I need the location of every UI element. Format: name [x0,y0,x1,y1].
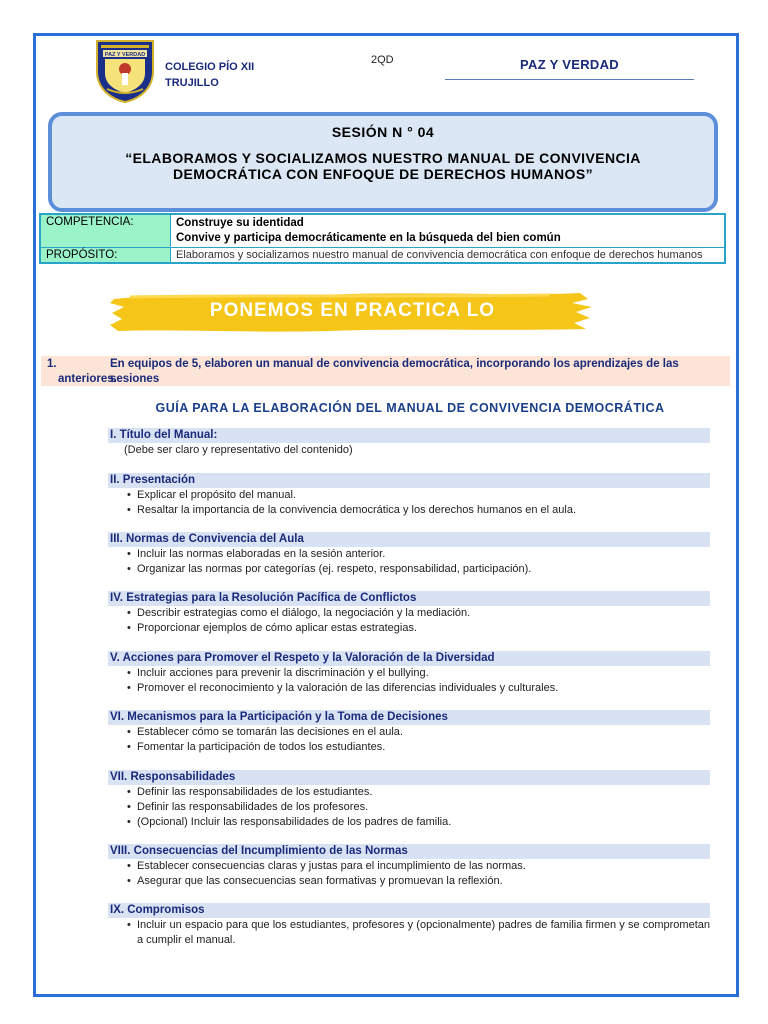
list-item-text: Establecer consecuencias claras y justas para el incumplimiento de las normas. [137,860,526,872]
list-item-text: Asegurar que las consecuencias sean formativas y promuevan la reflexión. [137,875,503,887]
bullet: • [127,622,131,634]
school-name-line2: TRUJILLO [165,77,219,89]
guide-section-commitments [108,903,710,948]
purpose-row [40,248,725,264]
activity-instruction [41,356,730,386]
list-item-text: Incluir un espacio para que los estudiantes, profesores y (opcionalmente) padres de familia firmen y se comprometan a cumplir el manual. [137,919,710,946]
session-number: SESIÓN N ° 04 [331,124,435,140]
list-item-text: Describir estrategias como el diálogo, la negociación y la mediación. [137,607,471,619]
list-item [108,859,710,874]
list-item-text: Incluir las normas elaboradas en la sesión anterior. [137,548,386,560]
list-item-text: Definir las responsabilidades de los profesores. [137,801,369,813]
guide-section-participation [108,710,710,755]
list-item-text: Explicar el propósito del manual. [137,489,296,501]
section-heading: VIII. Consecuencias del Incumplimiento de las Normas [108,844,710,859]
school-name-line1: COLEGIO PÍO XII [165,61,255,73]
list-item [108,503,710,518]
purpose-text: Elaboramos y socializamos nuestro manual de convivencia democrática con enfoque de derechos humanos [171,248,726,264]
section-note: (Debe ser claro y representativo del contenido) [124,444,353,456]
activity-number: 1. [47,358,57,370]
bullet: • [127,741,131,753]
list-item-text: Establecer cómo se tomarán las decisiones en el aula. [137,726,403,738]
list-item [108,562,710,577]
bullet: • [127,563,131,575]
guide-section-responsibilities [108,770,710,830]
list-item-text: (Opcional) Incluir las responsabilidades de los padres de familia. [137,816,452,828]
crest-motto-text: PAZ Y VERDAD [104,52,146,58]
session-title-box [48,112,718,212]
competency-line2: Convive y participa democráticamente en la búsqueda del bien común [176,232,561,244]
guide-title: GUÍA PARA LA ELABORACIÓN DEL MANUAL DE CONVIVENCIA DEMOCRÁTICA [155,401,665,415]
guide-section-diversity [108,651,710,696]
session-title: “ELABORAMOS Y SOCIALIZAMOS NUESTRO MANUAL DE CONVIVENCIA DEMOCRÁTICA CON ENFOQUE DE DERECHOS HUMANOS” [125,150,641,182]
section-heading: IV. Estrategias para la Resolución Pacífica de Conflictos [108,591,710,606]
activity-text-line1: En equipos de 5, elaboren un manual de convivencia democrática, incorporando los aprendizajes de las sesiones [110,358,679,385]
practice-banner-text: PONEMOS EN PRACTICA LO [209,300,496,321]
school-motto: PAZ Y VERDAD [520,57,619,72]
bullet: • [127,504,131,516]
document-code: 2QD [371,54,394,66]
competency-row [40,214,725,248]
bullet: • [127,875,131,887]
guide-section-consequences [108,844,710,889]
bullet: • [127,667,131,679]
list-item [108,606,710,621]
list-item [108,918,710,948]
bullet: • [127,786,131,798]
list-item-text: Incluir acciones para prevenir la discriminación y el bullying. [137,667,429,679]
list-item-text: Proporcionar ejemplos de cómo aplicar estas estrategias. [137,622,418,634]
list-item [108,800,710,815]
list-item [108,666,710,681]
bullet: • [127,919,131,931]
list-item-text: Definir las responsabilidades de los estudiantes. [137,786,373,798]
section-heading: II. Presentación [108,473,710,488]
purpose-label: PROPÓSITO: [40,248,171,264]
list-item [108,785,710,800]
bullet: • [127,489,131,501]
list-item [108,621,710,636]
bullet: • [127,682,131,694]
guide-section-conflicts [108,591,710,636]
section-heading: I. Título del Manual: [108,428,710,443]
section-heading: IX. Compromisos [108,903,710,918]
competency-label: COMPETENCIA: [40,214,171,248]
list-item [108,547,710,562]
list-item-text: Resaltar la importancia de la convivencia democrática y los derechos humanos en el aula. [137,504,577,516]
bullet: • [127,816,131,828]
competency-line1: Construye su identidad [176,217,304,229]
section-heading: VI. Mecanismos para la Participación y la Toma de Decisiones [108,710,710,725]
guide-section-norms [108,532,710,577]
list-item-text: Organizar las normas por categorías (ej. respeto, responsabilidad, participación). [137,563,532,575]
bullet: • [127,607,131,619]
activity-text-line2: anteriores. [58,373,117,385]
list-item [108,815,710,830]
list-item [108,740,710,755]
section-heading: V. Acciones para Promover el Respeto y la Valoración de la Diversidad [108,651,710,666]
competency-content [171,214,726,248]
list-item [108,681,710,696]
list-item [108,874,710,889]
section-heading: VII. Responsabilidades [108,770,710,785]
list-item [108,725,710,740]
bullet: • [127,726,131,738]
bullet: • [127,860,131,872]
list-item [108,488,710,503]
motto-underline [445,79,694,80]
list-item-text: Promover el reconocimiento y la valoración de las diferencias individuales y culturales. [137,682,559,694]
section-heading: III. Normas de Convivencia del Aula [108,532,710,547]
bullet: • [127,548,131,560]
school-crest-logo [95,37,155,103]
school-name [165,59,254,91]
list-item-text: Fomentar la participación de todos los estudiantes. [137,741,386,753]
competency-table [39,213,726,264]
bullet: • [127,801,131,813]
guide-section-presentation [108,473,710,518]
guide-section-title [108,428,710,458]
